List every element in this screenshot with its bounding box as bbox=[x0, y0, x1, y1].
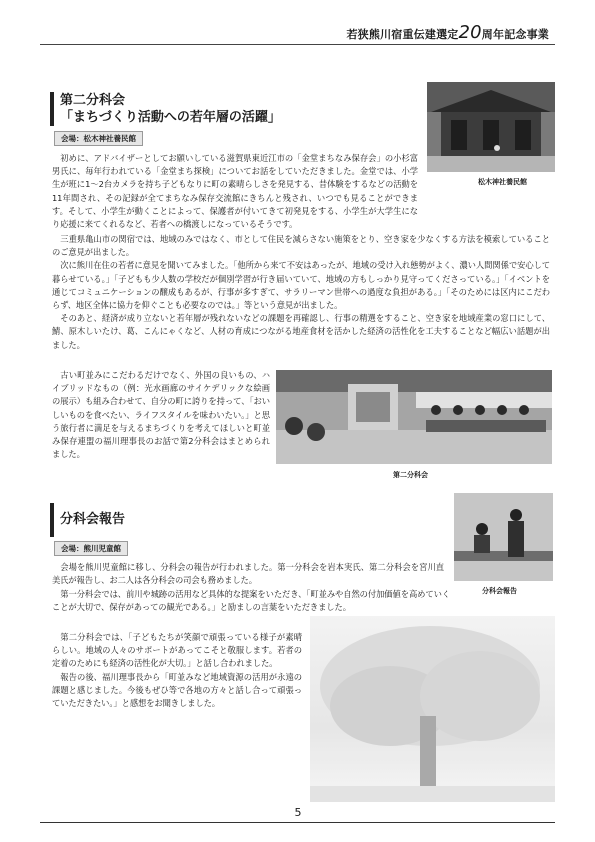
section2-paragraph-3: 次に熊川在住の若者に意見を聞いてみました。「他所から来て不安はあったが、地域の受け入れ態勢がよく、濃い人間関係で安心して暮らせている。」「子どもも少人数の学校だが個別学習が行き届いていて、地域の方もしっかり見守ってくださっている。」「イベントを通じてコミュニケーションの醸成もあるが、行事が多すぎて、サラリーマン世帯への過度な負担がある。」「そのためには区内にこだわらず、地区全体に協力を仰ぐことも必要なのでは。」等という意見が出ました。 bbox=[52, 260, 550, 311]
meeting-room-illustration bbox=[276, 370, 552, 464]
tree-background-image bbox=[310, 616, 555, 802]
section2-venue-label: 会場：松木神社養民館 bbox=[54, 131, 143, 146]
report-paragraphs-narrow bbox=[52, 631, 302, 710]
section2-paragraph-2: 三重県亀山市の関宿では、地域のみではなく、市として住民を減らさない施策をとり、空き家を少なくする方法を模索していることのご意見が出ました。 bbox=[52, 234, 550, 258]
report-heading bbox=[50, 503, 125, 537]
report-paragraph-2-col bbox=[52, 588, 450, 614]
section2-paragraph-5: 古い町並みにこだわるだけでなく、外国の良いもの、ハイブリッドなもの（例：光水画廊のサイケデリックな絵画の展示）も組み合わせて、自分の町に誇りを持って、「おいしいものを食べたい、ライフスタイルを味わいたい。」と思う旅行者に満足を与えるまちづくりを考えてほしいと町並み保存連盟の福川理事長のお話で第2分科会はまとめられました。 bbox=[52, 370, 270, 460]
report-photo-caption: 分科会報告 bbox=[482, 587, 517, 595]
second-subcommittee-photo bbox=[276, 370, 552, 464]
report-paragraph-4: 報告の後、福川理事長から「町並みなど地域資源の活用が永遠の課題と感じました。今後もぜひ等で各地の方々と話し合って頑張っていただきたい。」と感想をお聞きしました。 bbox=[52, 671, 302, 709]
shrine-photo-caption: 松木神社養民館 bbox=[478, 178, 527, 186]
tree-illustration bbox=[310, 616, 555, 802]
report-paragraph-1: 会場を熊川児童館に移し、分科会の報告が行われました。第一分科会を岩本実氏、第二分科会を宮川直美氏が報告し、お二人は各分科会の司会も務めました。 bbox=[52, 562, 444, 586]
section2-title-line1: 第二分科会 bbox=[60, 93, 126, 108]
header-title-pre: 若狭熊川宿重伝建選定 bbox=[346, 28, 459, 41]
section2-paragraph-5-col bbox=[52, 369, 270, 461]
report-paragraph-3: 第二分科会では、「子どもたちが笑顔で頑張っている様子が素晴らしい。地域の人々のサポートがあってこそと敬服します。若者の定着のためにも経済の活性化が大切。」と話し合われました。 bbox=[52, 632, 302, 669]
meeting-photo-caption: 第二分科会 bbox=[393, 471, 428, 479]
section2-paragraphs-wide bbox=[52, 233, 550, 352]
page-header bbox=[40, 20, 555, 45]
page-number: 5 bbox=[294, 806, 302, 819]
report-paragraph-2: 第一分科会では、前川や城跡の活用など具体的な提案をいただき、「町並みや自然の付加価値を高めていくことが大切で、保存があっての観光である。」と励ましの言葉をいただきました。 bbox=[52, 589, 450, 613]
section2-title-line2: 「まちづくり活動への若年層の活躍」 bbox=[60, 110, 281, 125]
shrine-hall-illustration bbox=[427, 82, 555, 172]
header-title-number: 20 bbox=[458, 22, 482, 43]
section2-paragraph-1-col bbox=[52, 152, 418, 231]
report-venue-label: 会場：熊川児童館 bbox=[54, 541, 128, 556]
report-paragraph-1-col bbox=[52, 561, 444, 587]
report-speakers-illustration bbox=[454, 493, 553, 581]
section2-heading bbox=[50, 92, 281, 126]
footer-rule bbox=[40, 822, 555, 823]
shrine-hall-photo bbox=[427, 82, 555, 172]
header-title bbox=[346, 22, 549, 43]
report-title: 分科会報告 bbox=[60, 512, 126, 527]
header-title-post: 周年記念事業 bbox=[481, 28, 549, 41]
section2-paragraph-1: 初めに、アドバイザーとしてお願いしている滋賀県東近江市の「金堂まちなみ保存会」の小杉富男氏に、毎年行われている「金堂まち探検」についてお話をしていただきました。金堂では、小学生が班に1～2台カメラを持ち子どもなりに町の素晴らしさを発見する、昔体験をするなどの活動を11年間され、その記録が全てまちなみ保存交流館にきちんと残され、いつでも見ることができます。そして、小学生が動くことによって、保護者が付いてきて初発見をする、小学生が大学生になり応援に来てくれるなど、若者への橋渡しになっているそうです。 bbox=[52, 153, 418, 230]
section2-paragraph-4: そのあと、経済が成り立ないと若年層が残れないなどの課題を再確認し、行事の精選をすること、空き家を地域産業の窓口にして、鯖、原木しいたけ、葛、こんにゃくなど、人材の育成につながる地産食材を活かした経済の活性化を工夫することなど幅広い話題が出ました。 bbox=[52, 313, 550, 350]
report-photo bbox=[454, 493, 553, 581]
